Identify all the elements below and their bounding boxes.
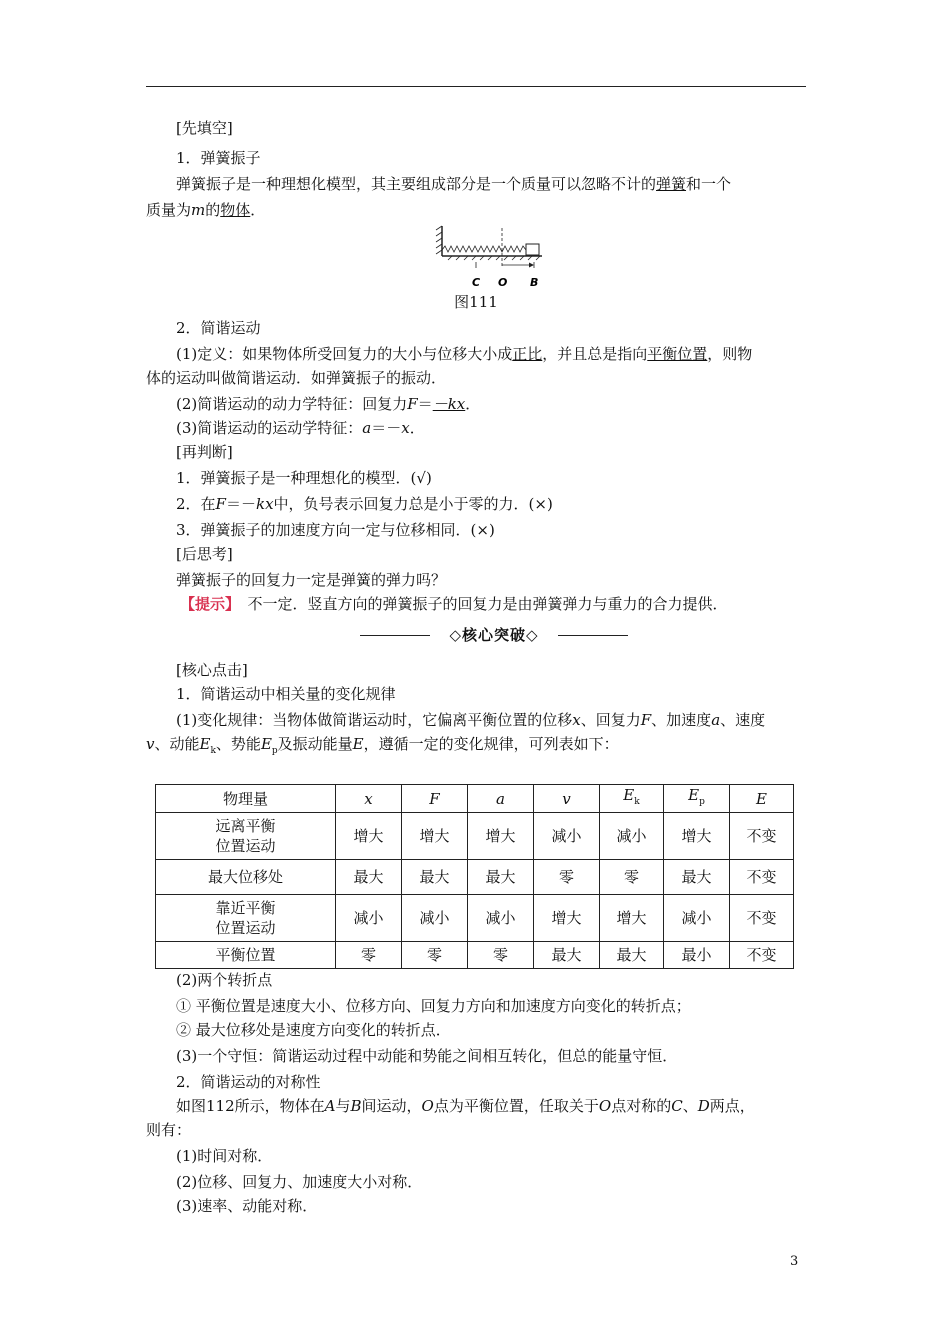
paragraph-line: (3)一个守恒：简谐运动过程中动能和势能之间相互转化，但总的能量守恒． bbox=[176, 1047, 678, 1065]
table-cell: 零 bbox=[336, 942, 402, 969]
table-cell: 增大 bbox=[600, 895, 664, 942]
table-cell: 不变 bbox=[730, 860, 794, 895]
paragraph-line: ① 平衡位置是速度大小、位移方向、回复力方向和加速度方向变化的转折点； bbox=[176, 997, 691, 1015]
table-cell: 增大 bbox=[534, 895, 600, 942]
table-cell: 最大 bbox=[534, 942, 600, 969]
table-cell: 减小 bbox=[600, 813, 664, 860]
section-think: [后思考] bbox=[176, 545, 233, 563]
paragraph-line: (2)位移、回复力、加速度大小对称． bbox=[176, 1173, 423, 1191]
label-c: C bbox=[472, 276, 481, 289]
table-cell: 增大 bbox=[402, 813, 468, 860]
label-o: O bbox=[498, 276, 508, 289]
spring-oscillator-figure bbox=[434, 222, 544, 294]
table-cell: 最大 bbox=[336, 860, 402, 895]
table-header-row bbox=[156, 785, 794, 813]
table-cell: 最大 bbox=[468, 860, 534, 895]
table-header: F bbox=[402, 785, 468, 813]
think-question: 弹簧振子的回复力一定是弹簧的弹力吗？ bbox=[176, 571, 447, 589]
judge-item: 3．弹簧振子的加速度方向一定与位移相同．(×) bbox=[176, 521, 495, 539]
row-label: 远离平衡 位置运动 bbox=[156, 813, 336, 860]
table-header: x bbox=[336, 785, 402, 813]
table-cell: 减小 bbox=[336, 895, 402, 942]
page-number: 3 bbox=[790, 1254, 799, 1269]
paragraph-line: (1)定义：如果物体所受回复力的大小与位移大小成正比，并且总是指向平衡位置，则物 bbox=[176, 345, 753, 363]
paragraph-line: 弹簧振子是一种理想化模型，其主要组成部分是一个质量可以忽略不计的弹簧和一个 bbox=[176, 175, 732, 193]
table-row bbox=[156, 813, 794, 860]
table-cell: 减小 bbox=[534, 813, 600, 860]
table-cell: 增大 bbox=[664, 813, 730, 860]
paragraph-line: 则有： bbox=[146, 1121, 192, 1139]
table-row bbox=[156, 895, 794, 942]
paragraph-line: (2)简谐运动的动力学特征：回复力F＝－kx． bbox=[176, 395, 481, 413]
paragraph-line: ② 最大位移处是速度方向变化的转折点． bbox=[176, 1021, 451, 1039]
table-cell: 减小 bbox=[468, 895, 534, 942]
shm-variation-table bbox=[155, 784, 794, 969]
label-b: B bbox=[530, 276, 539, 289]
core-banner: ◇核心突破◇ bbox=[360, 624, 628, 646]
table-cell: 减小 bbox=[402, 895, 468, 942]
table-cell: 零 bbox=[534, 860, 600, 895]
paragraph-line: 质量为m的物体． bbox=[146, 201, 266, 219]
table-cell: 不变 bbox=[730, 895, 794, 942]
table-cell: 零 bbox=[468, 942, 534, 969]
table-cell: 最大 bbox=[664, 860, 730, 895]
table-cell: 不变 bbox=[730, 813, 794, 860]
table-cell: 增大 bbox=[468, 813, 534, 860]
row-label: 最大位移处 bbox=[156, 860, 336, 895]
section-fill-blank: [先填空] bbox=[176, 119, 233, 137]
table-header: E bbox=[730, 785, 794, 813]
table-header: v bbox=[534, 785, 600, 813]
hint-label: 【提示】 bbox=[180, 595, 233, 613]
table-cell: 零 bbox=[402, 942, 468, 969]
table-header: a bbox=[468, 785, 534, 813]
table-header: 物理量 bbox=[156, 785, 336, 813]
paragraph-line: v、动能$E_k$、势能$E_p$及振动能量E，遵循一定的变化规律，可列表如下： bbox=[146, 735, 619, 756]
header-rule bbox=[146, 86, 806, 87]
table-cell: 不变 bbox=[730, 942, 794, 969]
section-core: [核心点击] bbox=[176, 661, 248, 679]
paragraph-line: (3)速率、动能对称． bbox=[176, 1197, 318, 1215]
judge-item: 1．弹簧振子是一种理想化的模型．(√) bbox=[176, 469, 432, 487]
judge-item: 2．在F＝－kx中，负号表示回复力总是小于零的力．(×) bbox=[176, 495, 553, 513]
table-cell: 零 bbox=[600, 860, 664, 895]
paragraph-line: 体的运动叫做简谐运动．如弹簧振子的振动． bbox=[146, 369, 447, 387]
paragraph-line: (2)两个转折点 bbox=[176, 971, 273, 989]
table-header: $E_p$ bbox=[664, 785, 730, 813]
row-label: 靠近平衡 位置运动 bbox=[156, 895, 336, 942]
heading-change-rule: 1．简谐运动中相关量的变化规律 bbox=[176, 685, 396, 703]
section-judge: [再判断] bbox=[176, 443, 233, 461]
table-cell: 增大 bbox=[336, 813, 402, 860]
paragraph-line: (3)简谐运动的运动学特征：a＝－x． bbox=[176, 419, 425, 437]
table-cell: 最小 bbox=[664, 942, 730, 969]
paragraph-line: 如图112所示，物体在A与B间运动，O点为平衡位置，任取关于O点对称的C、D两点， bbox=[176, 1097, 755, 1115]
table-cell: 最大 bbox=[402, 860, 468, 895]
heading-spring-oscillator: 1．弹簧振子 bbox=[176, 149, 261, 167]
table-cell: 减小 bbox=[664, 895, 730, 942]
paragraph-line: (1)时间对称． bbox=[176, 1147, 273, 1165]
heading-symmetry: 2．简谐运动的对称性 bbox=[176, 1073, 321, 1091]
hint-line: 【提示】 不一定．竖直方向的弹簧振子的回复力是由弹簧弹力与重力的合力提供． bbox=[180, 595, 728, 613]
figure-caption: 图111 bbox=[454, 293, 498, 311]
table-row bbox=[156, 942, 794, 969]
heading-shm: 2．简谐运动 bbox=[176, 319, 261, 337]
table-cell: 最大 bbox=[600, 942, 664, 969]
row-label: 平衡位置 bbox=[156, 942, 336, 969]
table-header: $E_k$ bbox=[600, 785, 664, 813]
table-row bbox=[156, 860, 794, 895]
paragraph-line: (1)变化规律：当物体做简谐运动时，它偏离平衡位置的位移x、回复力F、加速度a、速度 bbox=[176, 711, 766, 729]
